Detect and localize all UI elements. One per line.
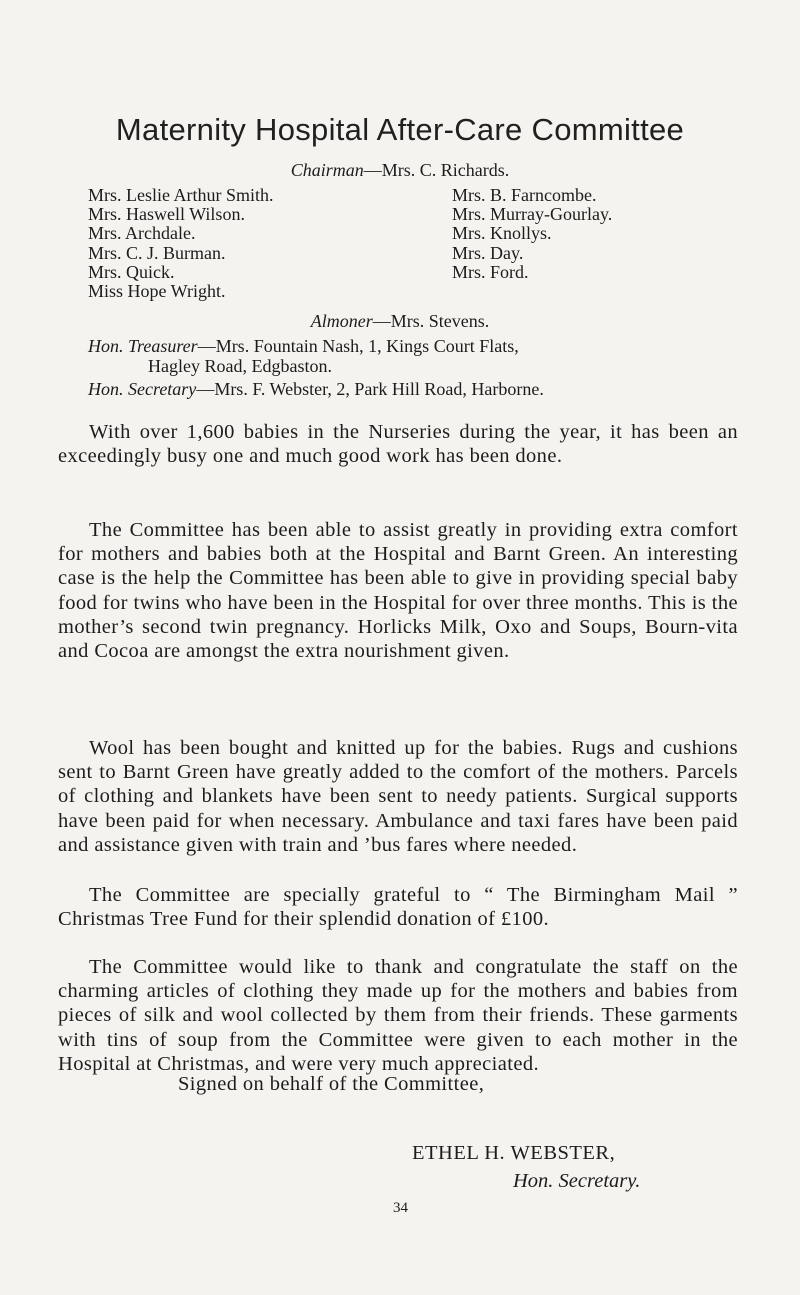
almoner-name: —Mrs. Stevens. bbox=[372, 311, 490, 331]
treasurer-address-line1: —Mrs. Fountain Nash, 1, Kings Court Flats, bbox=[197, 336, 519, 356]
chairman-line bbox=[0, 160, 800, 181]
report-paragraph: The Committee are specially grateful to “ The Birmingham Mail ” Christmas Tree Fund for their splendid donation of £100. bbox=[58, 884, 738, 931]
member-name: Miss Hope Wright. bbox=[88, 281, 226, 302]
treasurer-label: Hon. Treasurer bbox=[88, 336, 198, 356]
member-name: Mrs. Knollys. bbox=[452, 223, 552, 244]
secretary-line bbox=[88, 379, 728, 400]
page-title: Maternity Hospital After-Care Committee bbox=[115, 112, 685, 147]
member-name: Mrs. Quick. bbox=[88, 261, 175, 282]
member-name: Mrs. Murray-Gourlay. bbox=[452, 204, 613, 225]
report-paragraph: With over 1,600 babies in the Nurseries during the year, it has been an exceedingly busy one and much good work has been done. bbox=[58, 421, 738, 468]
member-name: Mrs. B. Farncombe. bbox=[452, 185, 597, 205]
signature-name: ETHEL H. WEBSTER, bbox=[412, 1142, 616, 1164]
chairman-name: —Mrs. C. Richards. bbox=[363, 160, 510, 180]
secretary-label: Hon. Secretary bbox=[88, 379, 197, 399]
treasurer-block bbox=[88, 336, 718, 376]
signed-line: Signed on behalf of the Committee, bbox=[178, 1073, 485, 1095]
member-name: Mrs. Day. bbox=[452, 242, 524, 263]
members-list-right bbox=[452, 186, 612, 282]
report-paragraph: The Committee would like to thank and congratulate the staff on the charming articles of clothing they made up for the mothers and babies from pieces of silk and wool collected by them from their friends. These garments with tins of soup from the Committee were given to each mother in the Hospital at Christmas, and were very much appreciated. bbox=[58, 956, 738, 1075]
member-name: Mrs. Haswell Wilson. bbox=[88, 204, 245, 225]
signature-title: Hon. Secretary. bbox=[513, 1170, 641, 1192]
almoner-line bbox=[0, 311, 800, 332]
member-name: Mrs. C. J. Burman. bbox=[88, 242, 226, 263]
almoner-label: Almoner bbox=[310, 311, 373, 331]
secretary-address: —Mrs. F. Webster, 2, Park Hill Road, Harborne. bbox=[196, 379, 544, 399]
report-paragraph: Wool has been bought and knitted up for the babies. Rugs and cushions sent to Barnt Green have greatly added to the comfort of the mothers. Parcels of clothing and blankets have been sent to needy patients. Surgical supports have been paid for when necessary. Ambulance and taxi fares have been paid and assistance given with train and ’bus fares where needed. bbox=[58, 737, 738, 856]
treasurer-address-line2: Hagley Road, Edgbaston. bbox=[148, 356, 332, 376]
member-name: Mrs. Leslie Arthur Smith. bbox=[88, 185, 274, 205]
page-number: 34 bbox=[393, 1200, 408, 1216]
chairman-label: Chairman bbox=[290, 160, 364, 180]
member-name: Mrs. Ford. bbox=[452, 261, 529, 282]
report-paragraph: The Committee has been able to assist greatly in providing extra comfort for mothers and babies both at the Hospital and Barnt Green. An interesting case is the help the Committee has been able to give in providing special baby food for twins who have been in the Hospital for over three months. This is the mother’s second twin pregnancy. Horlicks Milk, Oxo and Soups, Bourn-vita and Cocoa are amongst the extra nourishment given. bbox=[58, 519, 738, 663]
members-list-left bbox=[88, 186, 274, 301]
member-name: Mrs. Archdale. bbox=[88, 223, 196, 244]
